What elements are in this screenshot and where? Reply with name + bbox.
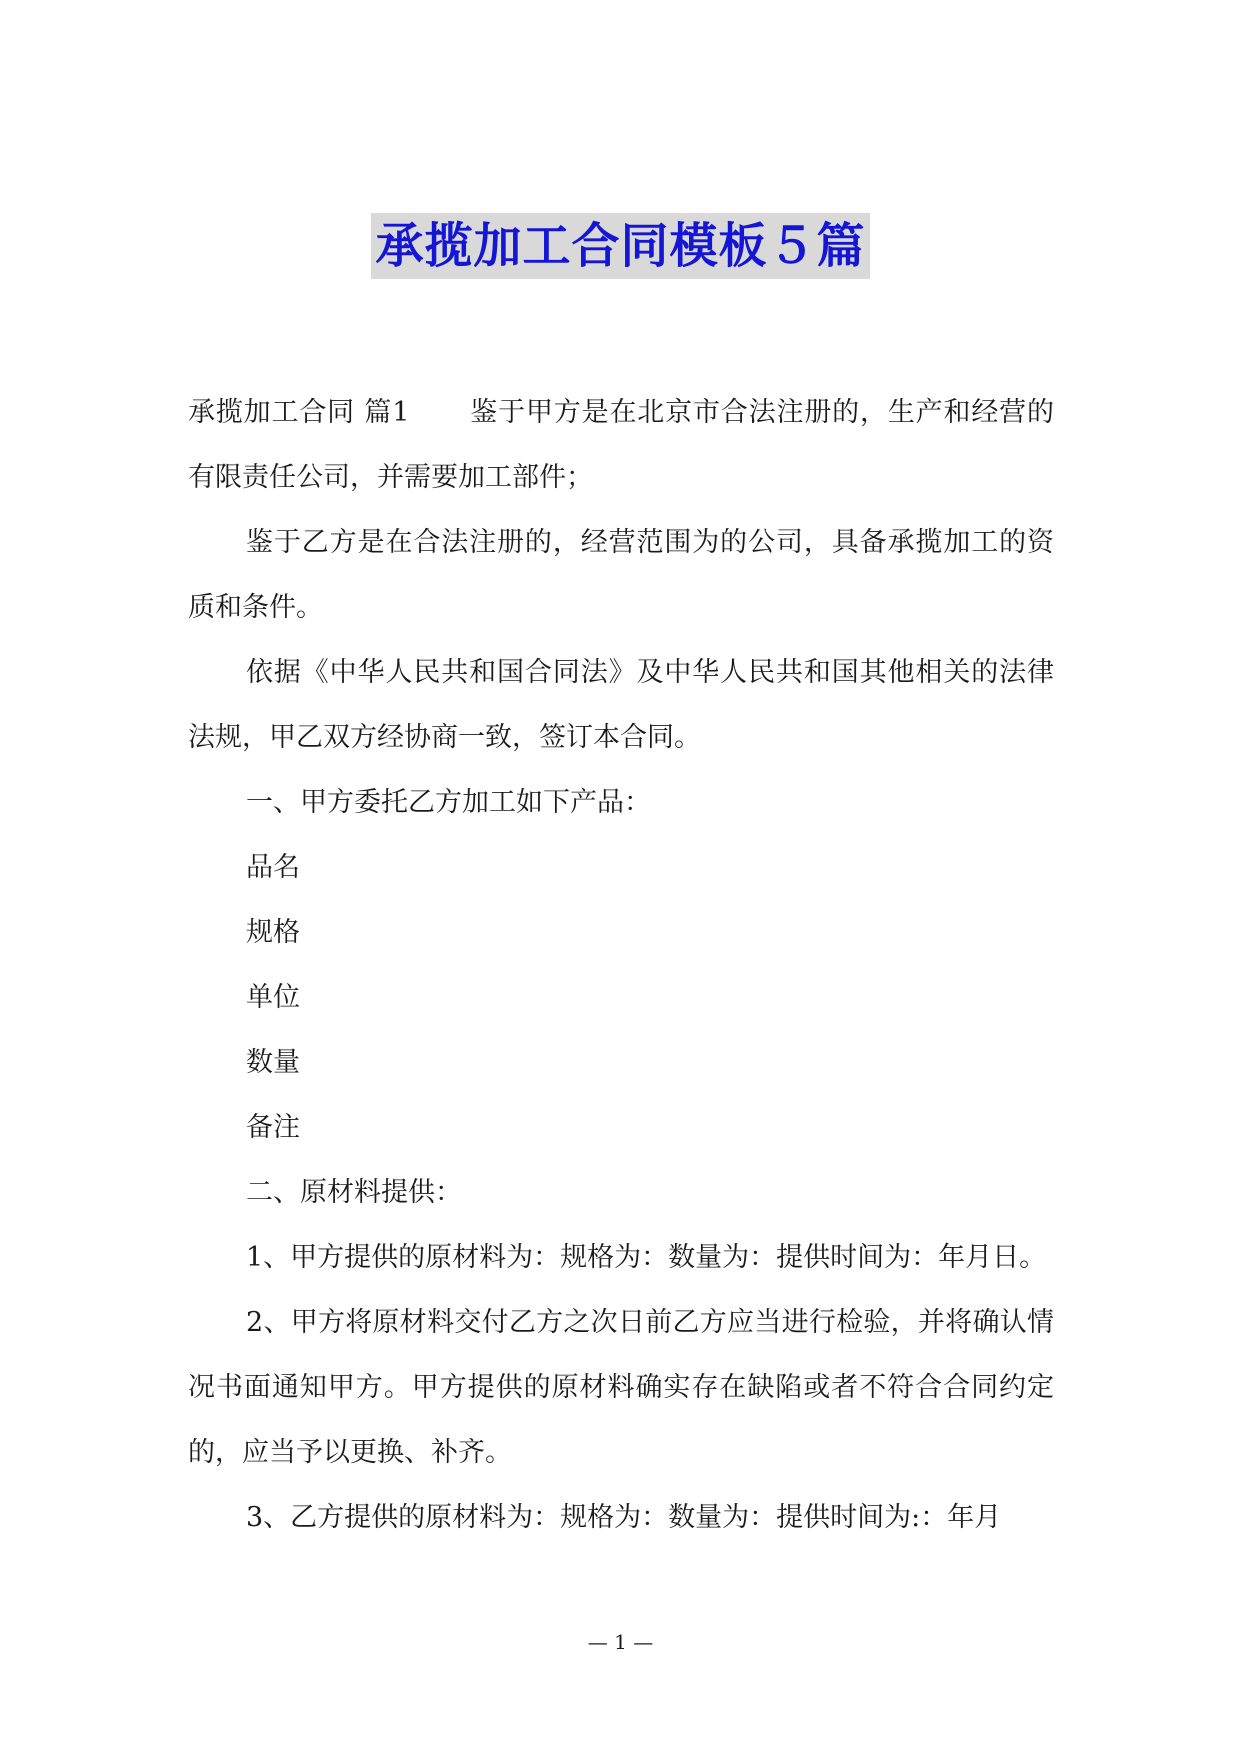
clause-item: 3、乙方提供的原材料为：规格为：数量为：提供时间为:：年月 (246, 1502, 1002, 1533)
clause-item: 2、甲方将原材料交付乙方之次日前乙方应当进行检验，并将确认情况书面通知甲方。甲方提供的原材料确实存在缺陷或者不符合合同约定的，应当予以更换、补齐。 (188, 1307, 1054, 1468)
page-number: — 1 — (587, 1630, 654, 1654)
product-field-label: 品名 (246, 852, 300, 883)
clause-heading: 一、甲方委托乙方加工如下产品： (246, 787, 651, 818)
paragraph: 鉴于乙方是在合法注册的，经营范围为的公司，具备承揽加工的资质和条件。 (188, 527, 1054, 623)
section-heading-label: 承揽加工合同 篇1 (188, 397, 410, 428)
product-field-label: 规格 (246, 917, 300, 948)
title-container (0, 213, 1241, 279)
paragraph-intro (188, 380, 1054, 510)
product-field-label: 数量 (246, 1047, 300, 1078)
clause-item: 1、甲方提供的原材料为：规格为：数量为：提供时间为：年月日。 (246, 1242, 1047, 1273)
document-body (188, 380, 1054, 1550)
paragraph-text: 鉴于甲方是在北京市合法注册的，生产和经营的有限责任公司，并需要加工部件； (188, 397, 1055, 493)
product-field-label: 单位 (246, 982, 300, 1013)
product-field-label: 备注 (246, 1112, 300, 1143)
document-title: 承揽加工合同模板５篇 (371, 213, 869, 279)
paragraph: 依据《中华人民共和国合同法》及中华人民共和国其他相关的法律法规，甲乙双方经协商一致，签订本合同。 (188, 657, 1054, 753)
clause-heading: 二、原材料提供： (246, 1177, 462, 1208)
